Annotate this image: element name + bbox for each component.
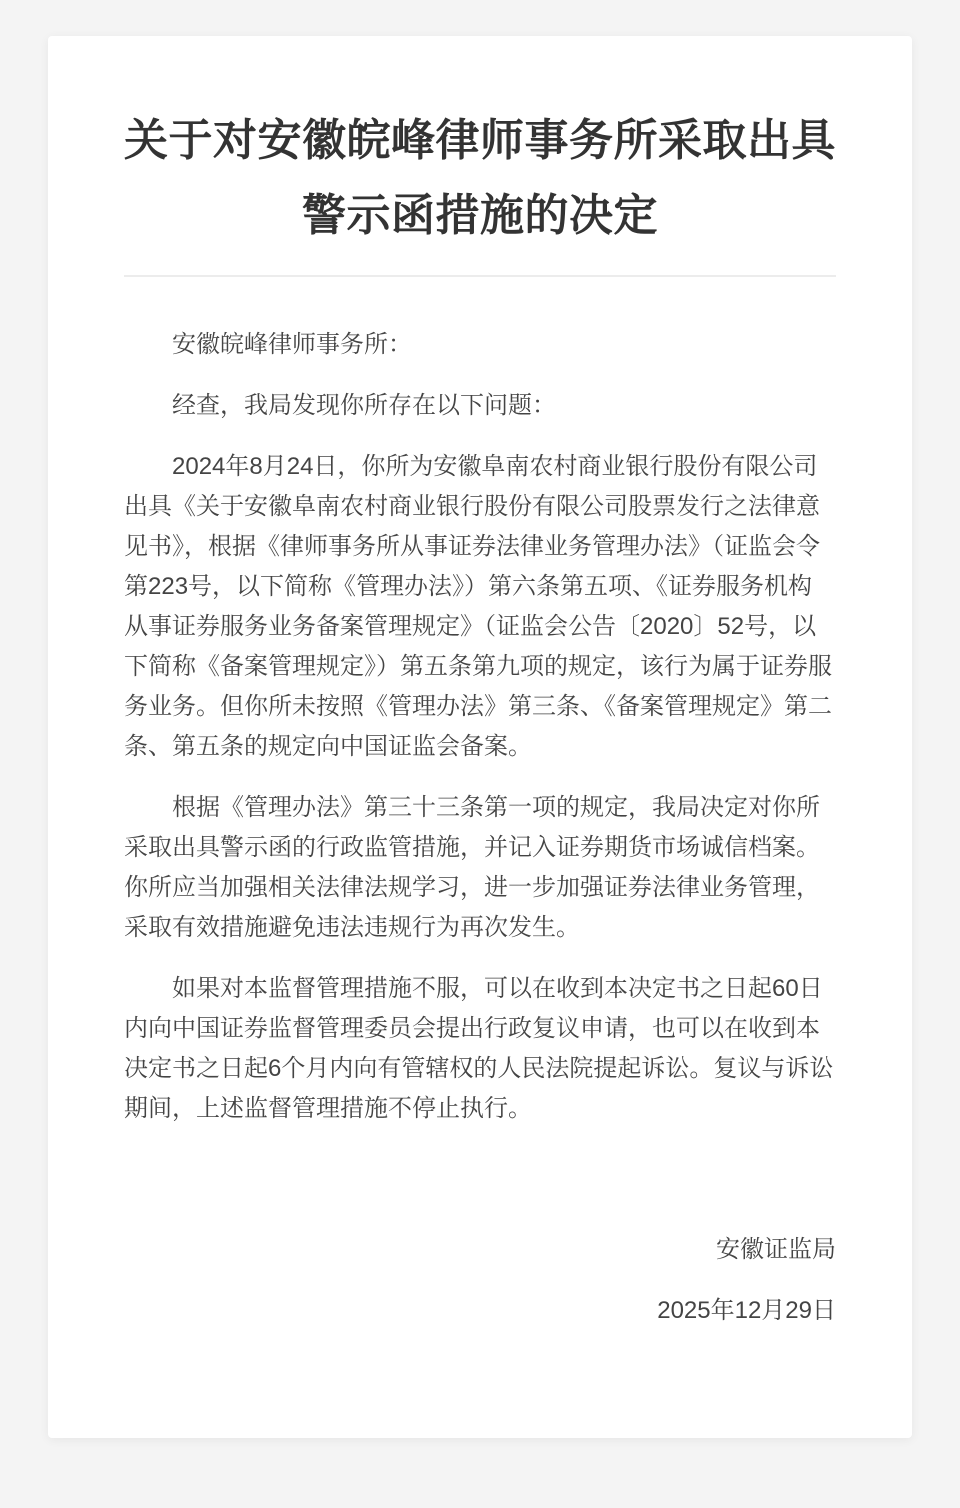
document-title: 关于对安徽皖峰律师事务所采取出具警示函措施的决定 <box>124 116 836 240</box>
facts-paragraph: 2024年8月24日，你所为安徽阜南农村商业银行股份有限公司出具《关于安徽阜南农村商业银行股份有限公司股票发行之法律意见书》，根据《律师事务所从事证券法律业务管理办法》（证监会令第223号，以下简称《管理办法》）第六条第五项、《证券服务机构从事证券服务业务备案管理规定》（证监会公告〔2020〕52号，以下简称《备案管理规定》）第五条第九项的规定，该行为属于证券服务业务。但你所未按照《管理办法》第三条、《备案管理规定》第二条、第五条的规定向中国证监会备案。 <box>124 453 832 760</box>
salutation: 安徽皖峰律师事务所： <box>172 331 412 358</box>
issue-date: 2025年12月29日 <box>657 1297 836 1324</box>
decision-paragraph: 根据《管理办法》第三十三条第一项的规定，我局决定对你所采取出具警示函的行政监管措施，并记入证券期货市场诚信档案。你所应当加强相关法律法规学习，进一步加强证券法律业务管理，采取有效措施避免违法违规行为再次发生。 <box>124 794 820 941</box>
document-footer <box>124 1230 836 1331</box>
appeal-paragraph: 如果对本监督管理措施不服，可以在收到本决定书之日起60日内向中国证券监督管理委员会提出行政复议申请，也可以在收到本决定书之日起6个月内向有管辖权的人民法院提起诉讼。复议与诉讼期间，上述监督管理措施不停止执行。 <box>124 975 834 1122</box>
document-body <box>124 325 836 1129</box>
issuing-authority: 安徽证监局 <box>716 1236 836 1263</box>
intro-paragraph: 经查，我局发现你所存在以下问题： <box>172 392 556 419</box>
document-card <box>48 36 912 1438</box>
title-divider <box>124 275 836 277</box>
